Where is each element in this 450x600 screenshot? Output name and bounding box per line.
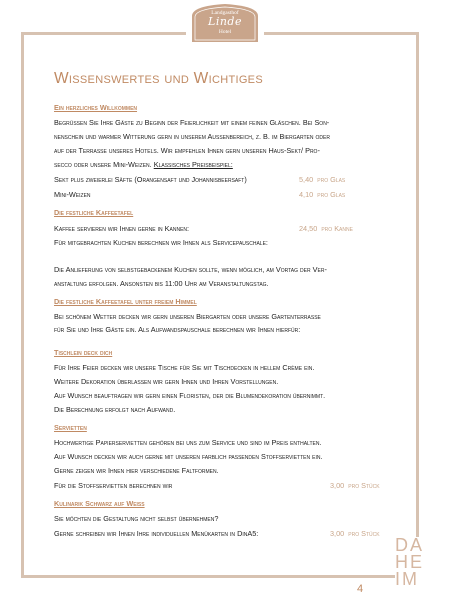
hotel-logo — [186, 2, 264, 48]
price-value: 5,40 pro Glas — [299, 175, 346, 184]
paragraph-line: Auf Wunsch decken wir auch gerne mit unseren farblich passenden Stoffservietten ein. — [54, 452, 323, 461]
price-row — [54, 172, 392, 187]
price-row — [54, 250, 392, 263]
section-heading: Tischlein deck dich — [54, 348, 113, 357]
price-row — [54, 526, 392, 541]
item-label: Gerne schreiben wir Ihnen Ihre individuellen Menükarten in DinA5: — [54, 529, 259, 538]
section-heading: Servietten — [54, 423, 87, 432]
section-heading: Kulinarik Schwarz auf Weiß — [54, 499, 145, 508]
paragraph-line: Weitere Dekoration überlassen wir gern Ihnen und Ihren Vorstellungen. — [54, 377, 279, 386]
price-row — [54, 335, 392, 348]
item-label: Für die Stoffservietten berechnen wir — [54, 481, 173, 490]
item-label: Sekt plus zweierlei Säfte (Orangensaft und Johannisbeersaft) — [54, 175, 247, 184]
price-value: 24,50 pro Kanne — [299, 224, 353, 233]
price-row — [54, 478, 392, 493]
section-willkommen — [54, 103, 392, 202]
paragraph-line: Für Ihre Feier decken wir unsere Tische für Sie mit Tischdecken in hellem Crème ein. — [54, 363, 315, 372]
price-row — [54, 187, 392, 202]
price-value: 4,10 pro Glas — [299, 190, 346, 199]
price-value: 3,00 pro Stück — [330, 529, 380, 538]
paragraph-line: Die Anlieferung von selbstgebackenem Kuchen sollte, wenn möglich, am Vortag der Ver- — [54, 265, 327, 274]
section-heading: Ein herzliches Willkommen — [54, 103, 138, 112]
item-label: Kaffee servieren wir Ihnen gerne in Kannen: — [54, 224, 190, 233]
paragraph-line: anstaltung erfolgen. Ansonsten bis 11:00 Uhr am Veranstaltungstag. — [54, 279, 269, 288]
price-value: 3,00 pro Stück — [330, 481, 380, 490]
daheim-brand-mark: DA HE IM — [395, 537, 435, 588]
logo-bottom-text: Hotel — [218, 29, 232, 35]
item-label: Mini-Weizen — [54, 190, 91, 199]
section-kaffeetafel — [54, 208, 392, 291]
section-heading: Die festliche Kaffeetafel unter freiem Himmel — [54, 297, 197, 306]
paragraph-line: nenschein und warmer Witterung gern in unserem Außenbereich, z. B. im Biergarten oder — [54, 132, 330, 141]
price-row — [54, 221, 392, 236]
section-servietten — [54, 423, 392, 493]
logo-top-text: Landgasthof — [211, 10, 239, 16]
paragraph-line: Begrüßen Sie Ihre Gäste zu Beginn der Feierlichkeit mit einem feinen Gläschen. Bei Son- — [54, 118, 330, 127]
paragraph-line: auf der Terrasse unseres Hotels. Wir empfehlen Ihnen gern unseren Haus-Sekt/ Pro- — [54, 146, 320, 155]
price-value — [330, 335, 334, 344]
paragraph-text: secco oder unsere Mini-Weizen. — [54, 160, 154, 169]
paragraph-line: Für mitgebrachten Kuchen berechnen wir Ihnen als Servicepauschale: — [54, 238, 268, 247]
paragraph-line: für Sie und Ihre Gäste ein. Als Aufwandspauschale berechnen wir Ihnen hierfür: — [54, 325, 301, 334]
page-title: Wissenswertes und Wichtiges — [54, 70, 263, 87]
price-example-label: Klassisches Preisbeispiel: — [153, 160, 233, 169]
logo-name: Linde — [208, 15, 242, 28]
main-content — [54, 70, 392, 541]
paragraph-line — [54, 158, 392, 172]
paragraph-line: Sie möchten die Gestaltung nicht selbst übernehmen? — [54, 514, 219, 523]
paragraph-line: Bei schönem Wetter decken wir gern unseren Biergarten oder unsere Gartenterrasse — [54, 312, 321, 321]
section-tischlein — [54, 348, 392, 417]
paragraph-line: Hochwertige Papierservietten gehören bei uns zum Service und sind im Preis enthalten. — [54, 438, 322, 447]
section-kulinarik — [54, 499, 392, 541]
section-kaffeetafel-himmel — [54, 297, 392, 348]
page-number: 4 — [357, 583, 364, 595]
paragraph-line: Gerne zeigen wir Ihnen hier verschiedene Faltformen. — [54, 466, 219, 475]
paragraph-line: Auf Wunsch beauftragen wir gern einen Floristen, der die Blumendekoration übernimmt. — [54, 391, 326, 400]
paragraph-line: Die Berechnung erfolgt nach Aufwand. — [54, 405, 176, 414]
section-heading: Die festliche Kaffeetafel — [54, 208, 134, 217]
price-value — [330, 250, 334, 259]
